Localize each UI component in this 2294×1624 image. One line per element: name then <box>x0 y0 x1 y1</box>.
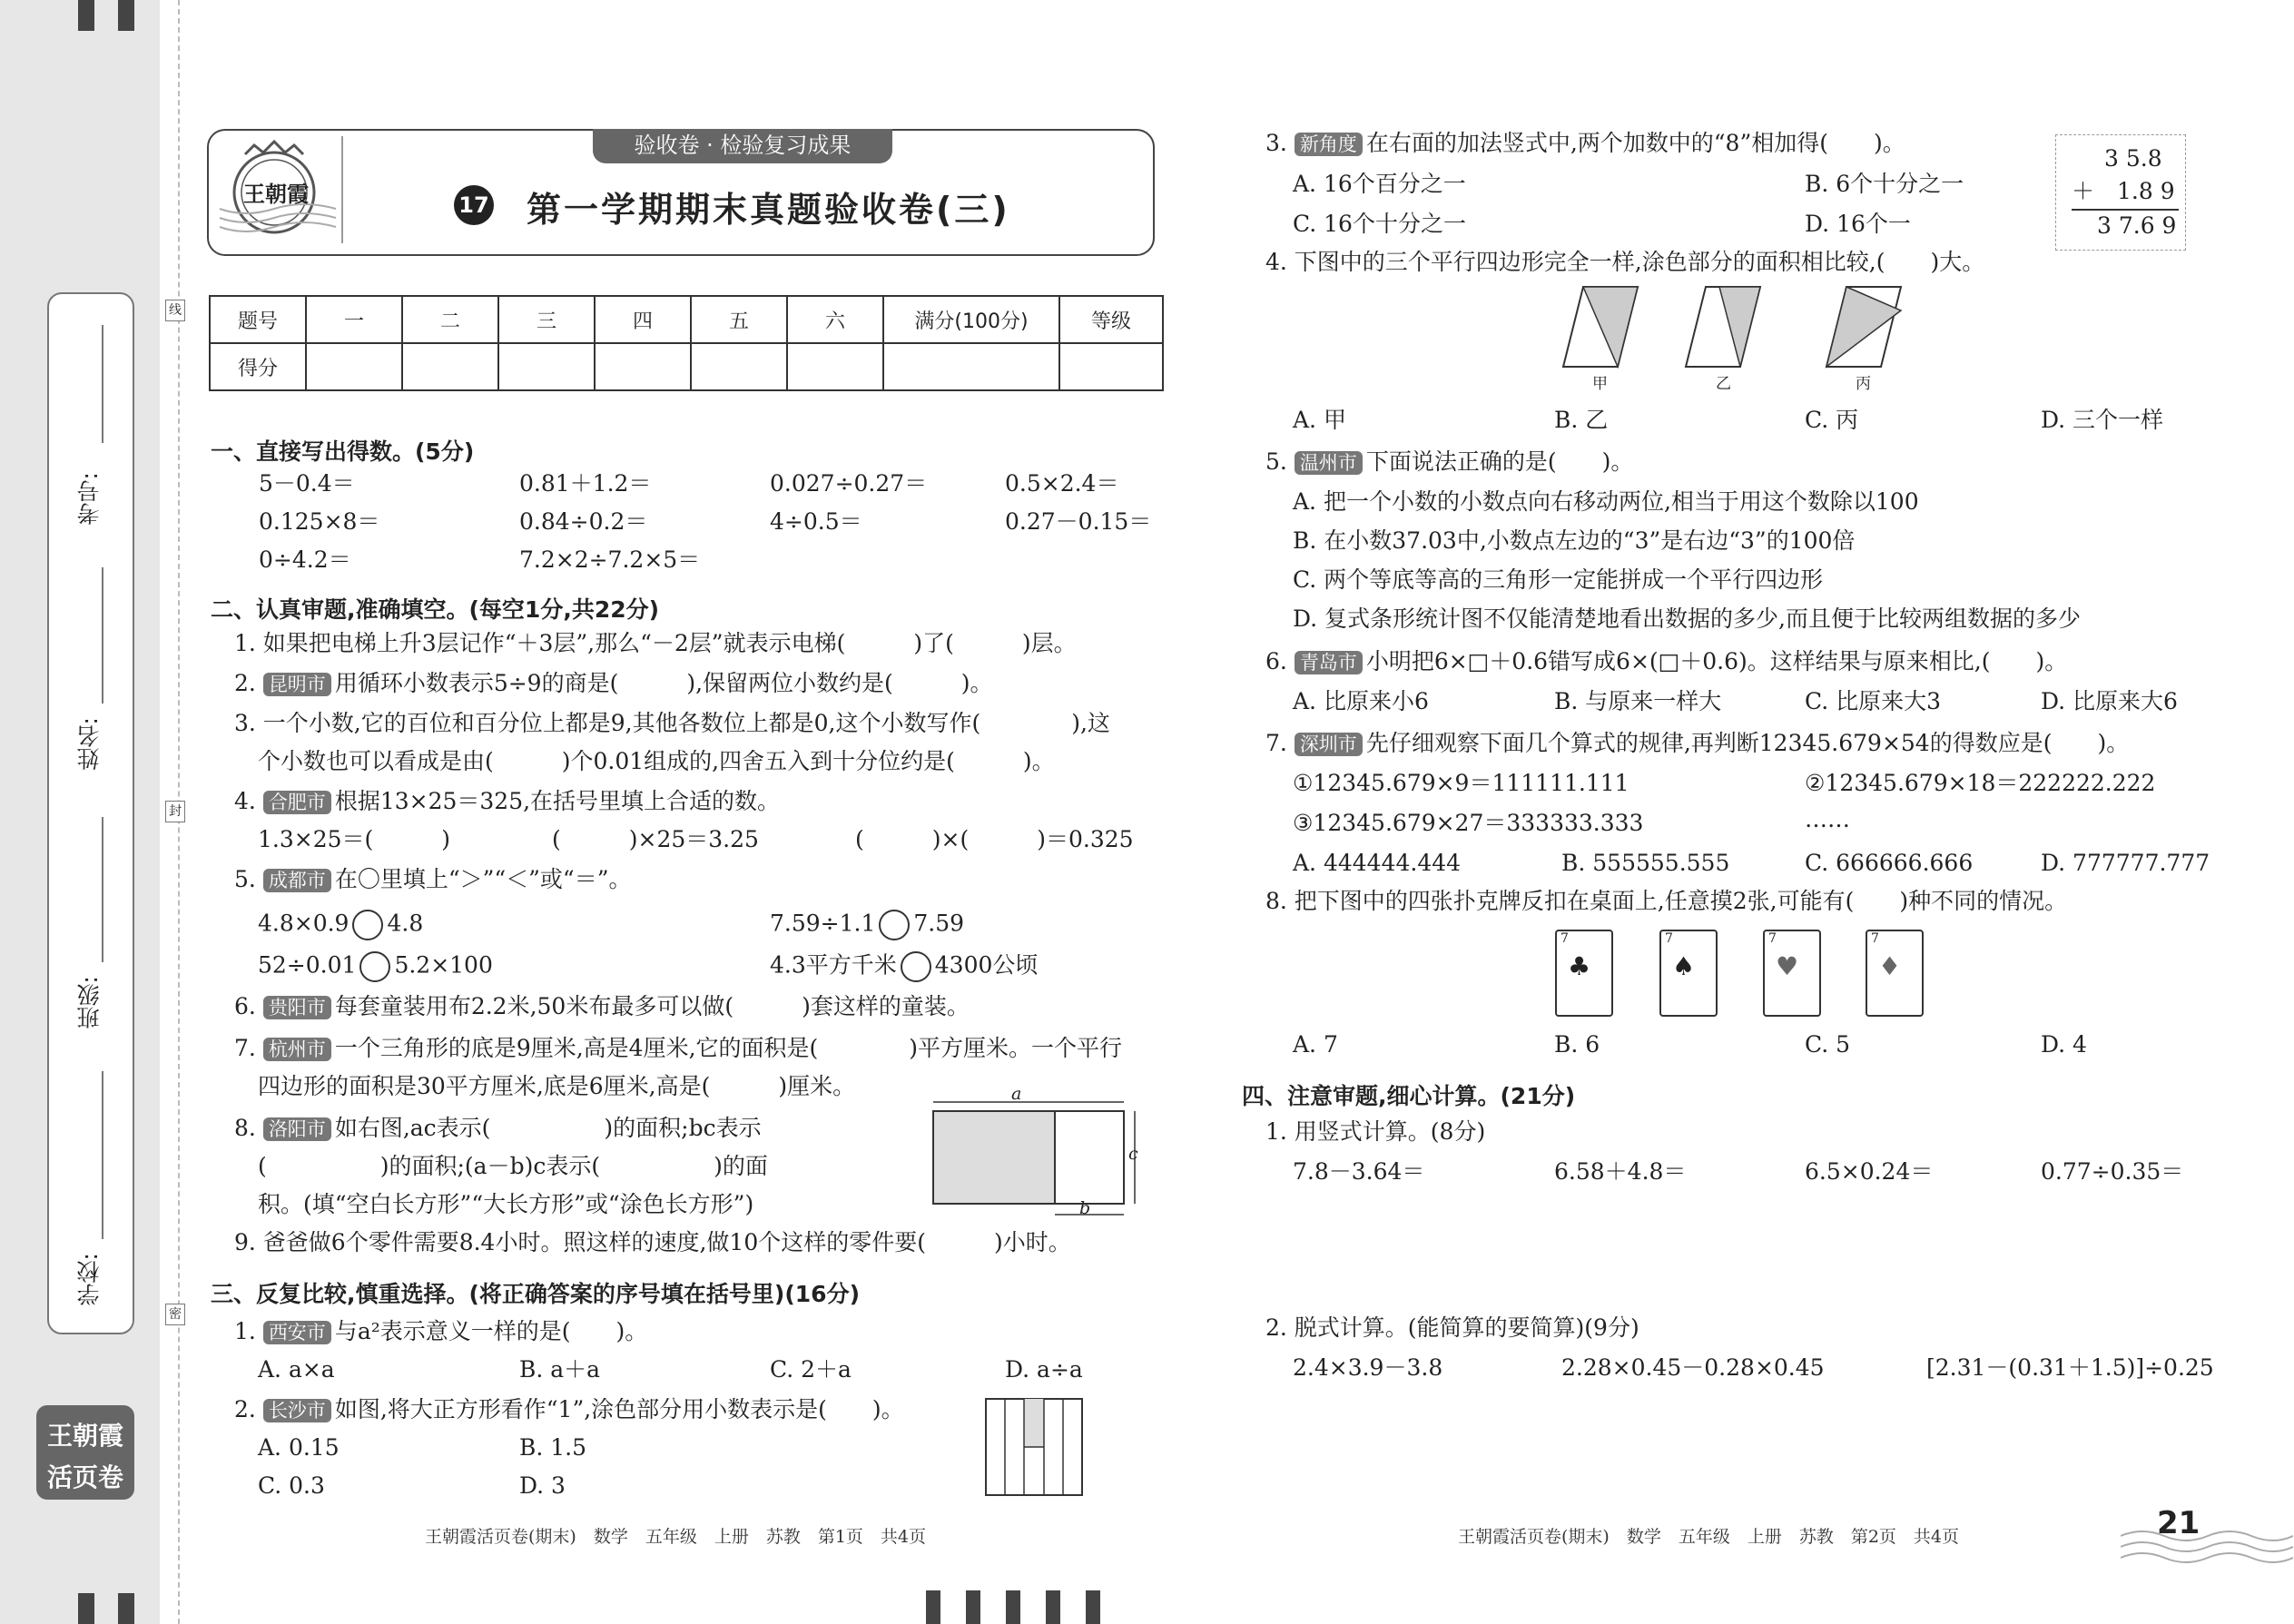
score-header: 六 <box>787 296 883 343</box>
compare-right: 4300公顷 <box>934 951 1039 979</box>
card-rank: 7 <box>1561 931 1569 946</box>
page-number: 21 <box>2157 1505 2200 1541</box>
region-tag: 西安市 <box>263 1321 331 1344</box>
compare-item <box>258 951 493 982</box>
footer-right: 王朝霞活页卷(期末) 数学 五年级 上册 苏教 第2页 共4页 <box>1458 1527 1960 1547</box>
option: C. 2＋a <box>770 1356 852 1383</box>
region-tag: 长沙市 <box>263 1399 331 1422</box>
option: B. 6 <box>1554 1031 1600 1058</box>
question-2-1: 1. 如果把电梯上升3层记作“＋3层”,那么“－2层”就表示电梯( )了( )层。 <box>234 630 1077 656</box>
question-2-7-cont: 四边形的面积是30平方厘米,底是6厘米,高是( )厘米。 <box>258 1073 856 1099</box>
question-3-6: 6. 青岛市 小明把6×□＋0.6错写成6×(□＋0.6)。这样结果与原来相比,( )。 <box>1265 648 2068 674</box>
option: D. 16个一 <box>1805 211 1911 237</box>
binding-mark <box>78 1593 94 1624</box>
calc-line: 3 7.6 9 <box>2097 212 2177 239</box>
equation: ①12345.679×9＝111111.111 <box>1293 770 1629 796</box>
score-cell[interactable] <box>883 343 1059 390</box>
question-text: 一个三角形的底是9厘米,高是4厘米,它的面积是( )平方厘米。一个平行 <box>334 1035 1123 1061</box>
club-icon: ♣ <box>1568 951 1591 981</box>
cut-label: 封 <box>165 801 185 822</box>
option: A. 0.15 <box>258 1434 340 1461</box>
card-rank: 7 <box>1665 931 1673 946</box>
score-cell[interactable] <box>1059 343 1163 390</box>
score-cell[interactable] <box>402 343 498 390</box>
option: C. 666666.666 <box>1805 850 1974 876</box>
option: B. 乙 <box>1554 407 1609 433</box>
oral-item: 0÷4.2＝ <box>259 546 351 573</box>
compare-right: 7.59 <box>913 910 965 937</box>
footer-left: 王朝霞活页卷(期末) 数学 五年级 上册 苏教 第1页 共4页 <box>425 1527 927 1547</box>
option: B. 555555.555 <box>1561 850 1730 876</box>
brand-product: 活页卷 <box>46 1462 123 1492</box>
question-text: 在右面的加法竖式中,两个加数中的“8”相加得( )。 <box>1365 130 1905 156</box>
region-tag: 洛阳市 <box>263 1117 331 1141</box>
region-tag: 成都市 <box>263 869 331 892</box>
fig-label-c: c <box>1128 1144 1138 1164</box>
field-line <box>102 325 103 443</box>
diamond-icon: ♦ <box>1878 951 1902 981</box>
option: D. 比原来大6 <box>2041 688 2178 714</box>
region-tag: 温州市 <box>1295 451 1363 475</box>
option: D. 777777.777 <box>2041 850 2210 876</box>
binding-mark <box>118 0 134 31</box>
binding-mark <box>1006 1590 1020 1624</box>
question-2-8-cont: 积。(填“空白长方形”“大长方形”或“涂色长方形”) <box>258 1191 754 1217</box>
region-tag: 合肥市 <box>263 791 331 814</box>
compare-right: 5.2×100 <box>394 951 493 979</box>
rectangle-figure <box>924 1086 1142 1227</box>
option: C. 5 <box>1805 1031 1851 1058</box>
score-header: 三 <box>498 296 595 343</box>
option: D. 三个一样 <box>2041 407 2164 433</box>
option: C. 0.3 <box>258 1472 325 1499</box>
region-tag: 昆明市 <box>263 673 331 696</box>
option: D. 复式条形统计图不仅能清楚地看出数据的多少,而且便于比较两组数据的多少 <box>1293 605 2081 632</box>
score-header: 题号 <box>210 296 306 343</box>
compare-left: 4.8×0.9 <box>258 910 350 937</box>
calc-rule <box>2072 209 2179 211</box>
binding-mark <box>78 0 94 31</box>
option: A. 把一个小数的小数点向右移动两位,相当于用这个数除以100 <box>1293 488 1919 515</box>
equation: ②12345.679×18＝222222.222 <box>1805 770 2156 796</box>
card-rank: 7 <box>1871 931 1879 946</box>
calc-item: 7.8－3.64＝ <box>1293 1158 1425 1185</box>
question-text: 在〇里填上“＞”“＜”或“＝”。 <box>334 866 632 892</box>
score-cell[interactable] <box>498 343 595 390</box>
fig-label-a: a <box>1011 1084 1022 1104</box>
wave-decoration <box>2121 1527 2293 1565</box>
banner: 验收卷 · 检验复习成果 <box>593 129 892 163</box>
calc-item: 0.77÷0.35＝ <box>2041 1158 2184 1185</box>
playing-card <box>1555 930 1613 1017</box>
question-3-2: 2. 长沙市 如图,将大正方形看作“1”,涂色部分用小数表示是( )。 <box>234 1396 904 1422</box>
score-header: 一 <box>306 296 402 343</box>
option: B. 与原来一样大 <box>1554 688 1722 714</box>
region-tag: 新角度 <box>1295 133 1363 156</box>
option: B. 1.5 <box>519 1434 587 1461</box>
field-school: 学校: <box>76 1253 103 1306</box>
brand-name: 王朝霞 <box>46 1421 123 1451</box>
option: D. 3 <box>519 1472 566 1499</box>
question-2-9: 9. 爸爸做6个零件需要8.4小时。照这样的速度,做10个这样的零件要( )小时。 <box>234 1229 1071 1255</box>
option: C. 两个等底等高的三角形一定能拼成一个平行四边形 <box>1293 566 1824 593</box>
compare-item <box>770 910 964 940</box>
score-header: 四 <box>595 296 691 343</box>
oral-item: 0.81＋1.2＝ <box>519 470 652 497</box>
question-2-6: 6. 贵阳市 每套童装用布2.2米,50米布最多可以做( )套这样的童装。 <box>234 993 970 1019</box>
compare-circle[interactable] <box>359 951 390 982</box>
question-text: 用循环小数表示5÷9的商是( ),保留两位小数约是( )。 <box>334 670 993 696</box>
question-2-5: 5. 成都市 在〇里填上“＞”“＜”或“＝”。 <box>234 866 632 892</box>
option: A. 比原来小6 <box>1293 688 1429 714</box>
oral-item: 0.27－0.15＝ <box>1005 508 1152 535</box>
question-3-3: 3. 新角度 在右面的加法竖式中,两个加数中的“8”相加得( )。 <box>1265 130 1905 156</box>
section-2-heading: 二、认真审题,准确填空。(每空1分,共22分) <box>211 596 660 623</box>
question-2-3-cont: 个小数也可以看成是由( )个0.01组成的,四舍五入到十分位约是( )。 <box>258 748 1055 774</box>
score-header: 满分(100分) <box>883 296 1059 343</box>
compare-circle[interactable] <box>901 951 931 982</box>
fill-item: ( )×( )＝0.325 <box>855 826 1134 852</box>
question-3-5: 5. 温州市 下面说法正确的是( )。 <box>1265 448 1634 475</box>
score-cell[interactable] <box>691 343 787 390</box>
field-line <box>102 567 103 704</box>
binding-mark <box>926 1590 940 1624</box>
question-text: 先仔细观察下面几个算式的规律,再判断12345.679×54的得数应是( )。 <box>1365 730 2130 756</box>
binding-mark <box>118 1593 134 1624</box>
compare-circle[interactable] <box>352 910 383 940</box>
field-line <box>102 817 103 962</box>
section-1-heading: 一、直接写出得数。(5分) <box>211 438 475 465</box>
question-3-7: 7. 深圳市 先仔细观察下面几个算式的规律,再判断12345.679×54的得数应是( )。 <box>1265 730 2130 756</box>
student-info-box <box>47 292 134 1334</box>
figure-label: 丙 <box>1856 375 1871 393</box>
option: B. 在小数37.03中,小数点左边的“3”是右边“3”的100倍 <box>1293 527 1856 554</box>
cut-label: 线 <box>165 300 185 321</box>
equation: …… <box>1805 806 1850 832</box>
binding-mark <box>966 1590 980 1624</box>
region-tag: 深圳市 <box>1295 733 1363 756</box>
calc-item: [2.31－(0.31＋1.5)]÷0.25 <box>1926 1354 2214 1381</box>
question-2-8: 8. 洛阳市 如右图,ac表示( )的面积;bc表示 <box>234 1115 762 1141</box>
field-class: 班级: <box>76 976 103 1029</box>
oral-item: 0.027÷0.27＝ <box>770 470 928 497</box>
cut-label: 密 <box>165 1304 185 1325</box>
question-2-4: 4. 合肥市 根据13×25＝325,在括号里填上合适的数。 <box>234 788 781 814</box>
field-exam-number: 考号: <box>76 472 103 526</box>
option: A. 甲 <box>1293 407 1346 433</box>
oral-item: 4÷0.5＝ <box>770 508 862 535</box>
question-text: 根据13×25＝325,在括号里填上合适的数。 <box>334 788 781 814</box>
option: A. a×a <box>258 1356 335 1383</box>
question-4-1: 1. 用竖式计算。(8分) <box>1265 1118 1486 1145</box>
field-line <box>102 1071 103 1239</box>
calc-line: 3 5.8 <box>2104 145 2162 172</box>
option: A. 444444.444 <box>1293 850 1462 876</box>
compare-item <box>258 910 423 940</box>
option: C. 丙 <box>1805 407 1859 433</box>
option: A. 7 <box>1293 1031 1338 1058</box>
option: D. a÷a <box>1005 1356 1083 1383</box>
playing-card <box>1866 930 1924 1017</box>
question-text: 每套童装用布2.2米,50米布最多可以做( )套这样的童装。 <box>334 993 970 1019</box>
section-3-heading: 三、反复比较,慎重选择。(将正确答案的序号填在括号里)(16分) <box>211 1281 860 1307</box>
question-text: 如右图,ac表示( )的面积;bc表示 <box>334 1115 762 1141</box>
question-3-4: 4. 下图中的三个平行四边形完全一样,涂色部分的面积相比较,( )大。 <box>1265 249 1985 275</box>
compare-circle[interactable] <box>879 910 910 940</box>
playing-card <box>1659 930 1718 1017</box>
heart-icon: ♥ <box>1776 951 1799 981</box>
compare-right: 4.8 <box>387 910 424 937</box>
oral-item: 7.2×2÷7.2×5＝ <box>519 546 701 573</box>
calc-item: 2.4×3.9－3.8 <box>1293 1354 1443 1381</box>
option: B. 6个十分之一 <box>1805 171 1964 197</box>
compare-left: 7.59÷1.1 <box>770 910 876 937</box>
question-3-1: 1. 西安市 与a²表示意义一样的是( )。 <box>234 1318 648 1344</box>
page-title: 第一学期期末真题验收卷(三) <box>527 190 1010 230</box>
parallelograms-figure <box>1560 285 1914 372</box>
figure-label: 甲 <box>1592 375 1608 393</box>
compare-left: 4.3平方千米 <box>770 951 897 979</box>
square-figure <box>985 1398 1085 1498</box>
score-row-label: 得分 <box>210 343 306 390</box>
oral-item: 0.84÷0.2＝ <box>519 508 648 535</box>
question-4-2: 2. 脱式计算。(能简算的要简算)(9分) <box>1265 1314 1639 1341</box>
compare-left: 52÷0.01 <box>258 951 357 979</box>
field-name: 姓名: <box>76 717 103 771</box>
option: C. 16个十分之一 <box>1293 211 1466 237</box>
calc-item: 2.28×0.45－0.28×0.45 <box>1561 1354 1825 1381</box>
oral-item: 5－0.4＝ <box>259 470 355 497</box>
score-cell[interactable] <box>787 343 883 390</box>
card-rank: 7 <box>1768 931 1777 946</box>
oral-item: 0.125×8＝ <box>259 508 380 535</box>
score-cell[interactable] <box>595 343 691 390</box>
score-header: 五 <box>691 296 787 343</box>
fill-item: 1.3×25＝( ) <box>258 826 451 852</box>
option: C. 比原来大3 <box>1805 688 1942 714</box>
question-2-7: 7. 杭州市 一个三角形的底是9厘米,高是4厘米,它的面积是( )平方厘米。一个平行 <box>234 1035 1123 1061</box>
oral-item: 0.5×2.4＝ <box>1005 470 1119 497</box>
section-4-heading: 四、注意审题,细心计算。(21分) <box>1242 1083 1576 1109</box>
score-table <box>209 295 1164 391</box>
logo-text: 王朝霞 <box>243 181 309 207</box>
binding-mark <box>1086 1590 1100 1624</box>
figure-label: 乙 <box>1716 375 1731 393</box>
playing-card <box>1763 930 1821 1017</box>
question-2-3: 3. 一个小数,它的百位和百分位上都是9,其他各数位上都是0,这个小数写作( ),这 <box>234 710 1110 736</box>
question-text: 下面说法正确的是( )。 <box>1365 448 1634 475</box>
question-3-8: 8. 把下图中的四张扑克牌反扣在桌面上,任意摸2张,可能有( )种不同的情况。 <box>1265 888 2068 914</box>
question-text: 如图,将大正方形看作“1”,涂色部分用小数表示是( )。 <box>334 1396 904 1422</box>
question-2-8-cont: ( )的面积;(a－b)c表示( )的面 <box>258 1153 768 1179</box>
calc-line: ＋ 1.8 9 <box>2072 178 2175 204</box>
equation: ③12345.679×27＝333333.333 <box>1293 810 1644 836</box>
score-cell[interactable] <box>306 343 402 390</box>
region-tag: 青岛市 <box>1295 651 1363 674</box>
option: A. 16个百分之一 <box>1293 171 1466 197</box>
question-text: 与a²表示意义一样的是( )。 <box>334 1318 648 1344</box>
fill-item: ( )×25＝3.25 <box>552 826 759 852</box>
region-tag: 贵阳市 <box>263 996 331 1019</box>
score-header: 等级 <box>1059 296 1163 343</box>
calc-item: 6.5×0.24＝ <box>1805 1158 1934 1185</box>
option: B. a＋a <box>519 1356 601 1383</box>
spade-icon: ♠ <box>1672 951 1696 981</box>
question-text: 小明把6×□＋0.6错写成6×(□＋0.6)。这样结果与原来相比,( )。 <box>1365 648 2068 674</box>
calc-item: 6.58＋4.8＝ <box>1554 1158 1687 1185</box>
paper-number: 17 <box>454 185 494 225</box>
option: D. 4 <box>2041 1031 2087 1058</box>
compare-item <box>770 951 1038 982</box>
binding-mark <box>1046 1590 1060 1624</box>
question-2-2: 2. 昆明市 用循环小数表示5÷9的商是( ),保留两位小数约是( )。 <box>234 670 993 696</box>
score-header: 二 <box>402 296 498 343</box>
fig-label-b: b <box>1079 1198 1091 1218</box>
region-tag: 杭州市 <box>263 1038 331 1061</box>
